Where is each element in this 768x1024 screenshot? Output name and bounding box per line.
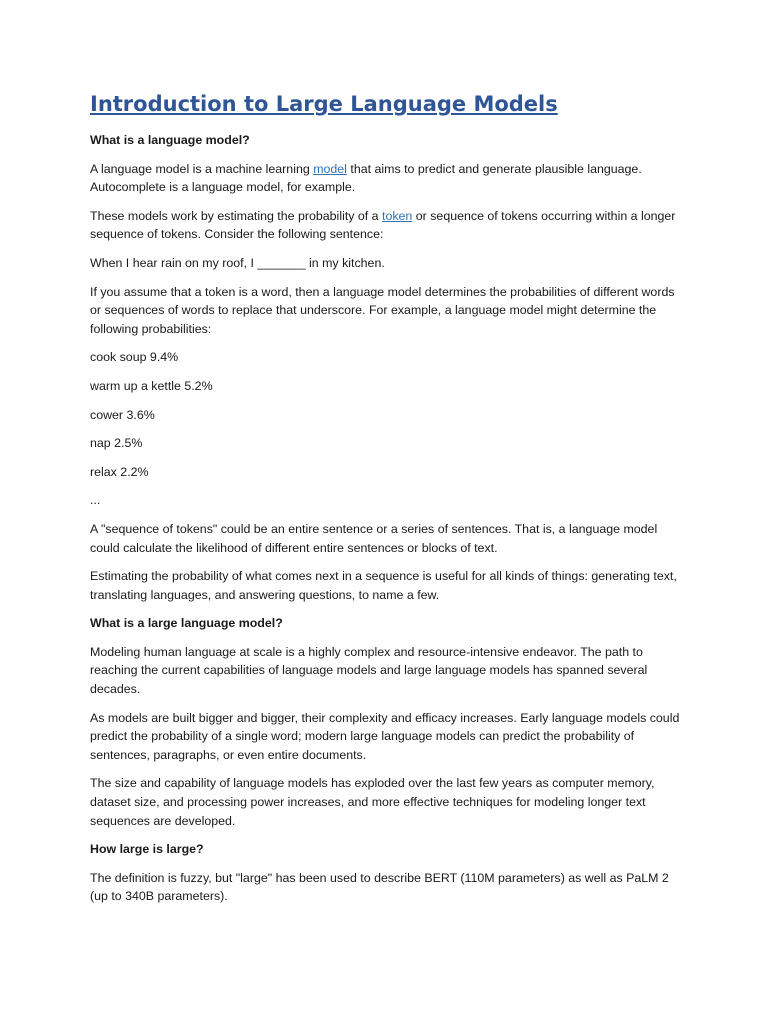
paragraph-modeling-at-scale: Modeling human language at scale is a highly complex and resource-intensive endeavor. The path to reaching the current capabilities of language models and large language models has spanned several decades.	[90, 644, 648, 697]
probability-item: cook soup 9.4%	[90, 350, 179, 365]
document-page	[90, 88, 680, 916]
paragraph-usefulness: Estimating the probability of what comes next in a sequence is useful for all kinds of things: generating text, translating languages, and answering questions, to name a few.	[90, 569, 677, 602]
paragraph-text: or sequence of tokens occurring within a longer sequence of tokens. Consider the following sentence:	[90, 208, 676, 242]
paragraph-text: A language model is a machine learning	[90, 161, 314, 176]
model-link[interactable]: model	[313, 161, 347, 176]
probability-item: relax 2.2%	[90, 464, 149, 479]
probability-item: warm up a kettle 5.2%	[90, 378, 213, 393]
paragraph-definition-fuzzy: The definition is fuzzy, but "large" has been used to describe BERT (110M parameters) as well as PaLM 2 (up to 340B parameters).	[90, 870, 669, 904]
paragraph-text: that aims to predict and generate plausible language. Autocomplete is a language model, for example.	[90, 161, 642, 195]
paragraph-token	[90, 207, 680, 244]
paragraph-probabilities-intro: If you assume that a token is a word, then a language model determines the probabilities of different words or sequences of words to replace that underscore. For example, a language model might determine the following probabilities:	[90, 284, 675, 336]
paragraph-text: These models work by estimating the probability of a	[90, 208, 383, 223]
section-heading-large-language-model: What is a large language model?	[90, 616, 283, 631]
paragraph-bigger-models: As models are built bigger and bigger, their complexity and efficacy increases. Early language models could predict the probability of a single word; modern large language models can predict the probability of sentences, paragraphs, or even entire documents.	[90, 710, 680, 762]
paragraph-definition	[90, 160, 680, 197]
probability-item: cower 3.6%	[90, 407, 155, 422]
ellipsis: ...	[90, 493, 101, 508]
paragraph-sequence-of-tokens: A "sequence of tokens" could be an entire sentence or a series of sentences. That is, a language model could calculate the likelihood of different entire sentences or blocks of text.	[90, 521, 658, 555]
section-heading-language-model: What is a language model?	[90, 133, 250, 147]
token-link[interactable]: token	[382, 208, 413, 223]
probability-item: nap 2.5%	[90, 436, 143, 451]
document-title: Introduction to Large Language Models	[90, 92, 558, 116]
paragraph-size-capability: The size and capability of language models has exploded over the last few years as computer memory, dataset size, and processing power increases, and more effective techniques for modeling longer text sequences are developed.	[90, 776, 655, 828]
example-sentence: When I hear rain on my roof, I _______ in my kitchen.	[90, 255, 385, 270]
section-heading-how-large: How large is large?	[90, 842, 204, 857]
